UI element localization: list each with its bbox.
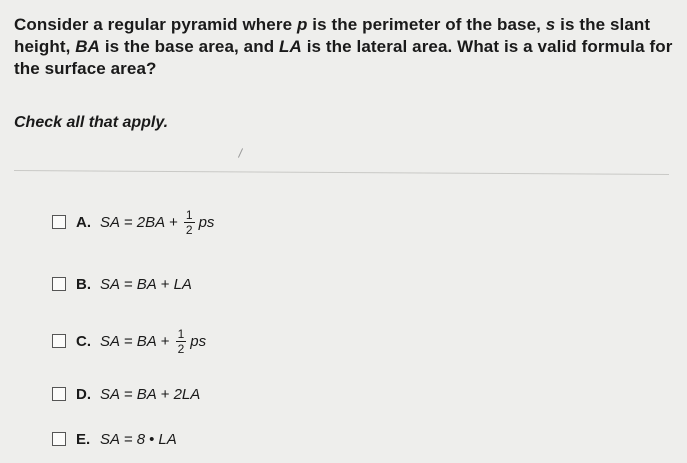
fraction-denominator: 2 <box>185 222 193 237</box>
choice-letter: D. <box>76 385 91 403</box>
fraction-denominator: 2 <box>177 341 185 356</box>
question-part: Consider a regular pyramid where <box>14 15 297 34</box>
choice-d[interactable] <box>52 378 200 410</box>
choice-formula <box>100 209 214 236</box>
formula-term: ps <box>190 332 207 350</box>
choice-c[interactable] <box>52 325 206 357</box>
formula-term: LA <box>158 430 177 448</box>
formula-equals: = <box>124 213 133 231</box>
choice-formula <box>100 328 206 355</box>
question-part: is the perimeter of the base, <box>307 15 546 34</box>
choice-letter: B. <box>76 275 91 293</box>
formula-term: 8 <box>136 430 146 448</box>
choice-letter: E. <box>76 430 91 448</box>
instruction-text: Check all that apply. <box>14 114 169 131</box>
choice-a[interactable] <box>52 206 214 238</box>
formula-lhs: SA <box>100 275 121 293</box>
variable-s: s <box>545 15 556 34</box>
formula-term: 2BA <box>136 213 166 231</box>
formula-lhs: SA <box>100 385 121 403</box>
choice-letter: C. <box>76 332 91 350</box>
formula-operator: • <box>149 430 155 448</box>
formula-lhs: SA <box>100 213 121 231</box>
checkbox-a[interactable] <box>52 215 66 229</box>
choice-formula <box>100 386 200 403</box>
formula-equals: = <box>124 385 133 403</box>
question-part: is the lateral area. What is a valid formula for the surface area? <box>14 37 673 78</box>
choice-b[interactable] <box>52 268 192 300</box>
question-part: is the base area, and <box>100 37 280 56</box>
formula-operator: + <box>160 385 170 403</box>
formula-term: BA <box>136 332 157 350</box>
choice-letter: A. <box>76 213 91 231</box>
formula-lhs: SA <box>100 430 121 448</box>
formula-operator: + <box>169 213 178 231</box>
formula-equals: = <box>124 275 133 293</box>
formula-term: LA <box>173 275 192 293</box>
fraction <box>176 328 187 355</box>
fraction-numerator: 1 <box>177 326 185 341</box>
formula-operator: + <box>160 275 170 293</box>
formula-operator: + <box>160 332 170 350</box>
formula-term: ps <box>198 213 215 231</box>
formula-lhs: SA <box>100 332 121 350</box>
fraction <box>184 209 195 236</box>
checkbox-e[interactable] <box>52 432 66 446</box>
formula-term: BA <box>136 275 157 293</box>
variable-p: p <box>296 15 308 34</box>
variable-la: LA <box>279 37 302 56</box>
formula-term: BA <box>136 385 157 403</box>
variable-ba: BA <box>75 37 101 56</box>
checkbox-c[interactable] <box>52 334 66 348</box>
fraction-numerator: 1 <box>185 207 193 222</box>
choice-formula <box>100 431 177 448</box>
formula-equals: = <box>124 332 133 350</box>
choice-formula <box>100 276 192 293</box>
checkbox-b[interactable] <box>52 277 66 291</box>
formula-term: 2LA <box>173 385 201 403</box>
choice-e[interactable] <box>52 423 177 455</box>
formula-equals: = <box>124 430 133 448</box>
question-part: is the slant height, <box>14 15 651 56</box>
checkbox-d[interactable] <box>52 387 66 401</box>
